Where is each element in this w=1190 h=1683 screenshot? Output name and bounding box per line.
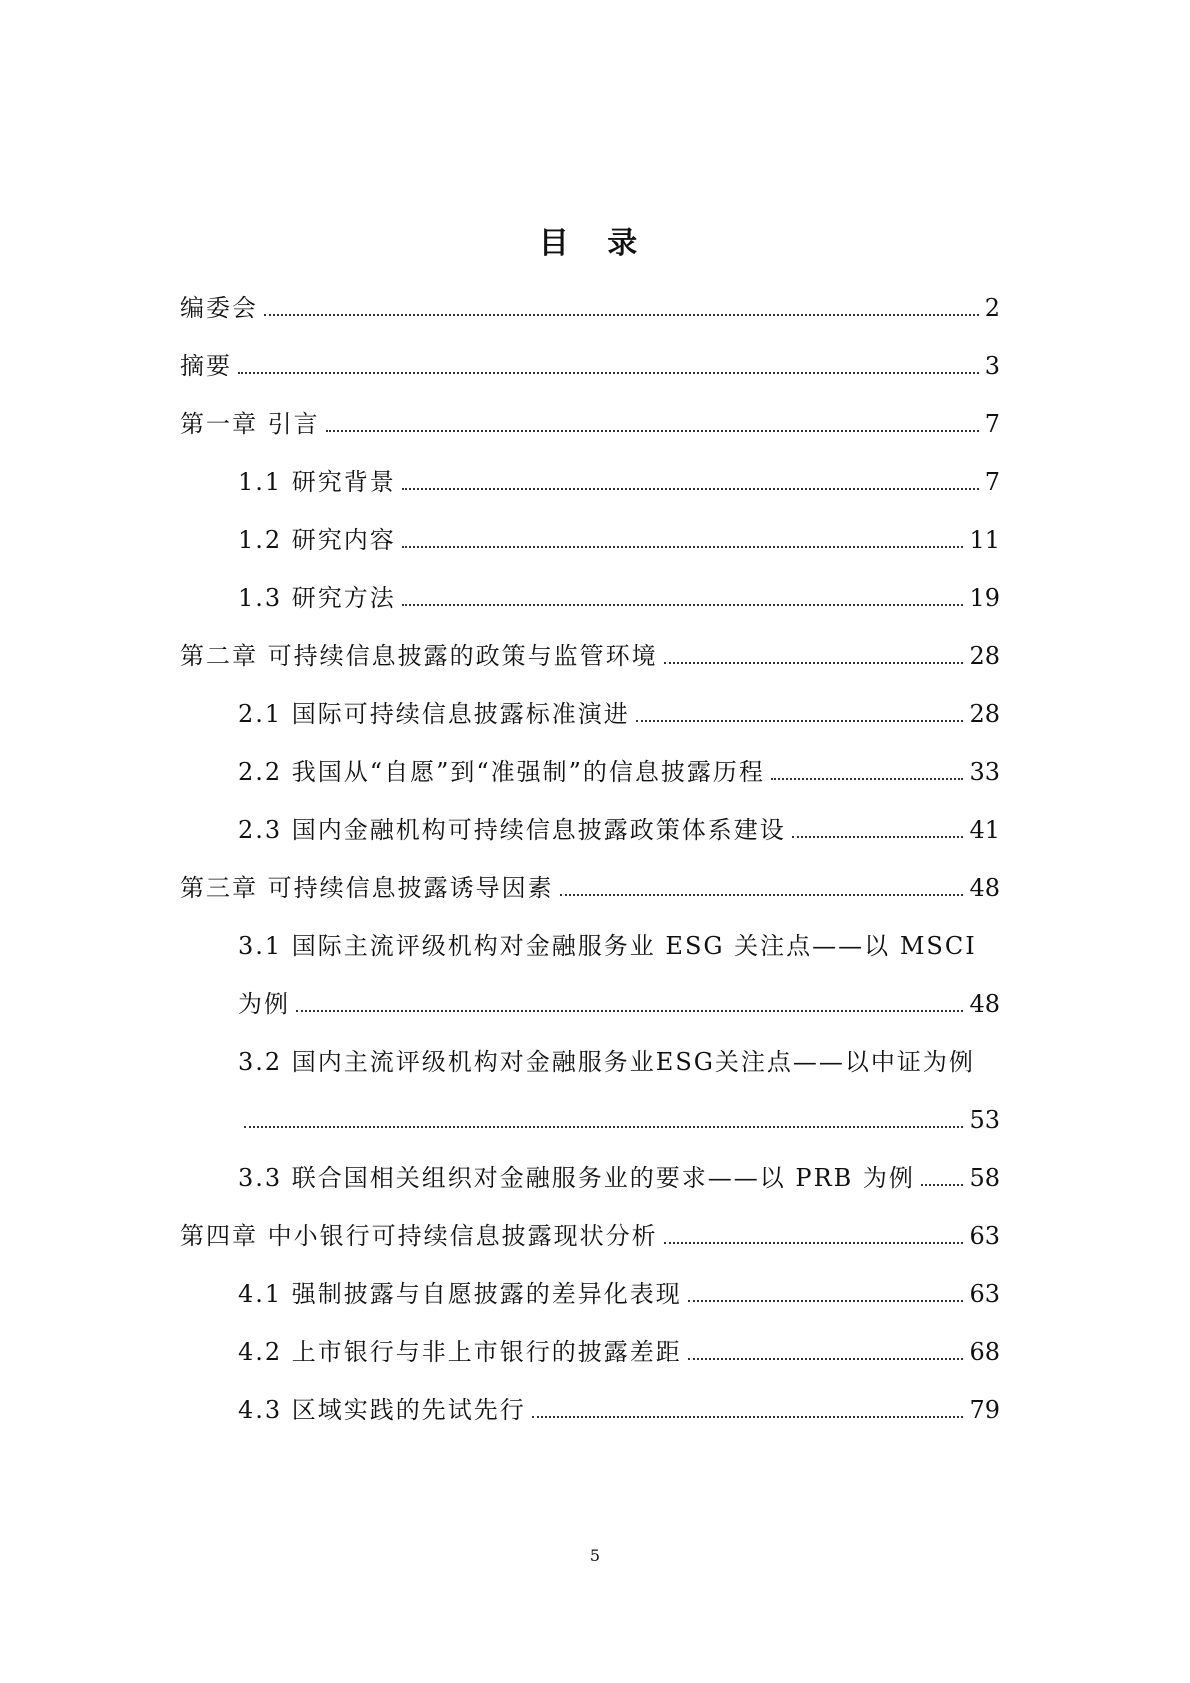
toc-entry-section-3-2-line1[interactable]: 3.2 国内主流评级机构对金融服务业ESG关注点——以中证为例 bbox=[238, 1048, 975, 1076]
toc-entry-section-3-1-line1[interactable]: 3.1 国际主流评级机构对金融服务业 ESG 关注点——以 MSCI bbox=[238, 932, 977, 960]
toc-entry-page: 33 bbox=[969, 758, 1000, 786]
dot-leader bbox=[771, 778, 964, 780]
dot-leader bbox=[921, 1184, 964, 1186]
toc-entry-page: 79 bbox=[969, 1396, 1000, 1424]
toc-entry-section-1-2[interactable] bbox=[238, 523, 1000, 557]
toc-entry-page: 2 bbox=[984, 294, 1000, 322]
toc-entry-page: 28 bbox=[969, 642, 1000, 670]
toc-entry-chapter-4[interactable] bbox=[180, 1219, 1000, 1253]
toc-entry-page: 3 bbox=[984, 352, 1000, 380]
toc-entry-label: 第三章 可持续信息披露诱导因素 bbox=[180, 874, 554, 902]
toc-entry-label: 1.2 研究内容 bbox=[238, 526, 396, 554]
dot-leader bbox=[296, 1010, 963, 1012]
dot-leader bbox=[688, 1358, 964, 1360]
toc-entry-abstract[interactable] bbox=[180, 349, 1000, 383]
dot-leader bbox=[402, 488, 979, 490]
toc-entry-label: 4.2 上市银行与非上市银行的披露差距 bbox=[238, 1338, 682, 1366]
toc-entry-section-1-1[interactable] bbox=[238, 465, 1000, 499]
toc-entry-section-3-2[interactable] bbox=[238, 1103, 1000, 1137]
toc-entry-section-4-1[interactable] bbox=[238, 1277, 1000, 1311]
toc-entry-page: 41 bbox=[969, 816, 1000, 844]
toc-entry-label: 4.3 区域实践的先试先行 bbox=[238, 1396, 526, 1424]
toc-entry-section-2-2[interactable] bbox=[238, 755, 1000, 789]
dot-leader bbox=[664, 662, 964, 664]
toc-entry-page: 7 bbox=[984, 468, 1000, 496]
dot-leader bbox=[560, 894, 964, 896]
toc-entry-label: 4.1 强制披露与自愿披露的差异化表现 bbox=[238, 1280, 682, 1308]
dot-leader bbox=[402, 546, 964, 548]
dot-leader bbox=[402, 604, 964, 606]
toc-entry-section-2-3[interactable] bbox=[238, 813, 1000, 847]
toc-entry-label: 第二章 可持续信息披露的政策与监管环境 bbox=[180, 642, 658, 670]
toc-entry-chapter-2[interactable] bbox=[180, 639, 1000, 673]
dot-leader bbox=[636, 720, 964, 722]
toc-entry-section-4-3[interactable] bbox=[238, 1393, 1000, 1427]
toc-entry-label: 3.3 联合国相关组织对金融服务业的要求——以 PRB 为例 bbox=[238, 1164, 915, 1192]
toc-entry-page: 48 bbox=[969, 874, 1000, 902]
page-number: 5 bbox=[589, 1546, 601, 1565]
toc-entry-page: 7 bbox=[984, 410, 1000, 438]
dot-leader bbox=[664, 1242, 964, 1244]
toc-entry-label: 编委会 bbox=[180, 294, 258, 322]
toc-entry-label: 2.1 国际可持续信息披露标准演进 bbox=[238, 700, 630, 728]
dot-leader bbox=[264, 314, 979, 316]
toc-entry-section-1-3[interactable] bbox=[238, 581, 1000, 615]
toc-entry-label: 2.2 我国从“自愿”到“准强制”的信息披露历程 bbox=[238, 758, 765, 786]
toc-entry-page: 58 bbox=[969, 1164, 1000, 1192]
toc-entry-page: 19 bbox=[969, 584, 1000, 612]
toc-entry-page: 63 bbox=[969, 1280, 1000, 1308]
toc-entry-page: 28 bbox=[969, 700, 1000, 728]
toc-entry-section-4-2[interactable] bbox=[238, 1335, 1000, 1369]
dot-leader bbox=[326, 430, 979, 432]
toc-entry-section-3-1[interactable] bbox=[238, 987, 1000, 1021]
dot-leader bbox=[238, 372, 979, 374]
toc-entry-section-2-1[interactable] bbox=[238, 697, 1000, 731]
toc-title: 目 录 bbox=[538, 226, 652, 261]
toc-entry-label: 1.3 研究方法 bbox=[238, 584, 396, 612]
toc-entry-label: 1.1 研究背景 bbox=[238, 468, 396, 496]
toc-entry-page: 48 bbox=[969, 990, 1000, 1018]
toc-entry-page: 53 bbox=[969, 1106, 1000, 1134]
toc-entry-label: 为例 bbox=[238, 990, 290, 1018]
toc-entry-chapter-1[interactable] bbox=[180, 407, 1000, 441]
dot-leader bbox=[532, 1416, 964, 1418]
toc-entry-label: 2.3 国内金融机构可持续信息披露政策体系建设 bbox=[238, 816, 786, 844]
toc-entry-label: 第一章 引言 bbox=[180, 410, 320, 438]
toc-entry-label: 摘要 bbox=[180, 352, 232, 380]
dot-leader bbox=[688, 1300, 964, 1302]
toc-entry-section-3-3[interactable] bbox=[238, 1161, 1000, 1195]
toc-entry-page: 68 bbox=[969, 1338, 1000, 1366]
toc-entry-editorial-board[interactable] bbox=[180, 291, 1000, 325]
toc-entry-label: 第四章 中小银行可持续信息披露现状分析 bbox=[180, 1222, 658, 1250]
toc-entry-page: 63 bbox=[969, 1222, 1000, 1250]
dot-leader bbox=[792, 836, 964, 838]
toc-entry-chapter-3[interactable] bbox=[180, 871, 1000, 905]
dot-leader bbox=[244, 1126, 963, 1128]
toc-entry-page: 11 bbox=[969, 526, 1000, 554]
